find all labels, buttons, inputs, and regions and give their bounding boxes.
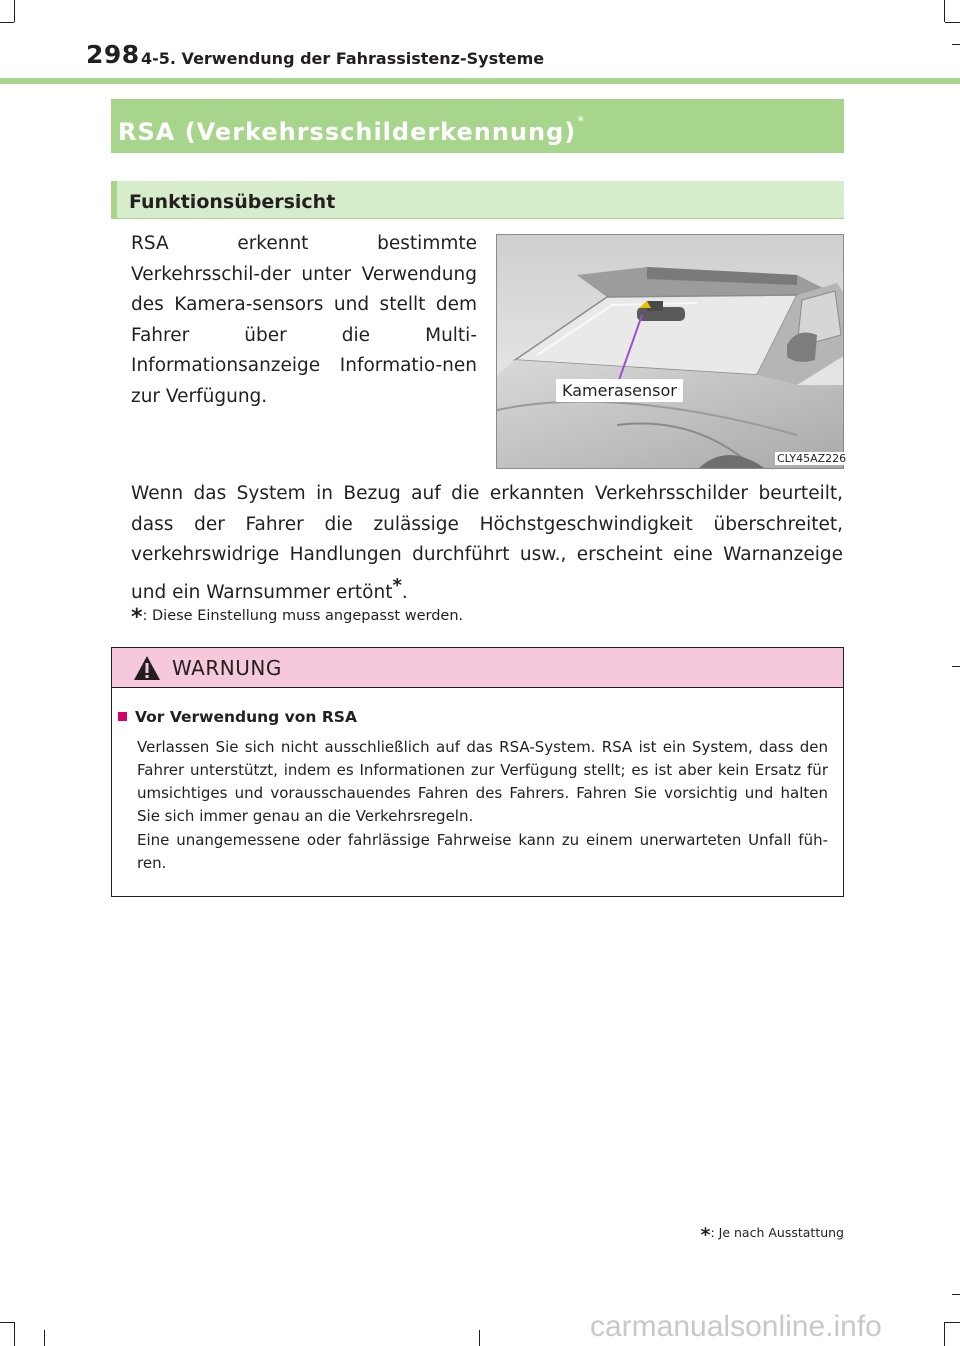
crop-mark	[14, 0, 15, 22]
warning-subheading	[118, 708, 357, 726]
crop-mark	[945, 1322, 960, 1323]
warning-triangle-icon	[132, 654, 162, 682]
body-paragraph-end: .	[401, 581, 408, 603]
section-heading: Funktionsübersicht	[129, 191, 336, 213]
crop-mark	[479, 1330, 480, 1346]
figure-code: CLY45AZ226	[777, 452, 847, 465]
crop-mark	[14, 1322, 15, 1346]
crop-mark	[952, 666, 960, 667]
crop-mark	[952, 1294, 960, 1295]
header-rule	[0, 78, 960, 84]
footnote-text: : Diese Einstellung muss angepasst werden.	[142, 608, 464, 624]
crop-mark	[944, 0, 945, 22]
crop-mark	[44, 1330, 45, 1346]
car-camera-figure	[496, 234, 844, 469]
equipment-note-text: : Je nach Ausstattung	[710, 1225, 844, 1240]
crop-mark	[944, 1322, 945, 1346]
crop-mark	[952, 44, 960, 45]
crop-mark	[0, 22, 14, 23]
camera-sensor-label: Kamerasensor	[556, 379, 683, 402]
footnote	[131, 605, 463, 630]
crop-mark	[945, 22, 960, 23]
crop-mark	[0, 1322, 14, 1323]
body-paragraph	[131, 479, 843, 608]
warning-subheading-text: Vor Verwendung von RSA	[135, 708, 357, 726]
page-title-text: RSA (Verkehrsschilderkennung)	[118, 118, 577, 146]
intro-text: RSA erkennt bestimmte Verkehrsschil-der unter Verwendung des Kamera-sensors und stellt dem Fahrer über die Multi-Informationsanzeige Informatio-nen zur Verfügung.	[131, 233, 477, 407]
footnote-marker: *	[131, 605, 143, 630]
body-paragraph-marker: *	[392, 574, 402, 596]
page-number: 298	[86, 40, 140, 69]
equipment-note	[688, 1224, 844, 1246]
body-paragraph-text: Wenn das System in Bezug auf die erkannten Verkehrsschilder beurteilt, dass der Fahrer die zulässige Höchstgeschwindigkeit überschreitet, verkehrswidrige Handlungen durchführt usw., erscheint eine Warnanzeige und ein Warnsummer ertönt	[131, 483, 843, 603]
warning-paragraph-2: Eine unangemessene oder fahrlässige Fahrweise kann zu einem unerwarteten Unfall füh-ren.	[137, 831, 828, 872]
chapter-title: 4-5. Verwendung der Fahrassistenz-Systeme	[141, 49, 545, 68]
section-accent	[111, 181, 117, 219]
watermark: carmanualsonline.info	[590, 1310, 882, 1343]
square-bullet-icon	[118, 712, 127, 721]
equipment-note-marker: *	[700, 1224, 711, 1246]
warning-title: WARNUNG	[172, 656, 282, 680]
title-marker: *	[577, 114, 586, 130]
car-illustration	[497, 235, 844, 469]
warning-paragraph-1: Verlassen Sie sich nicht ausschließlich auf das RSA-System. RSA ist ein System, dass den Fahrer unterstützt, indem es Informationen zur Verfügung stellt; es ist aber kein Ersatz für umsichtiges und vorausschauendes Fahren des Fahrers. Fahren Sie vorsichtig und halten Sie sich immer genau an die Verkehrsregeln.	[137, 738, 828, 825]
page-title	[118, 114, 585, 146]
